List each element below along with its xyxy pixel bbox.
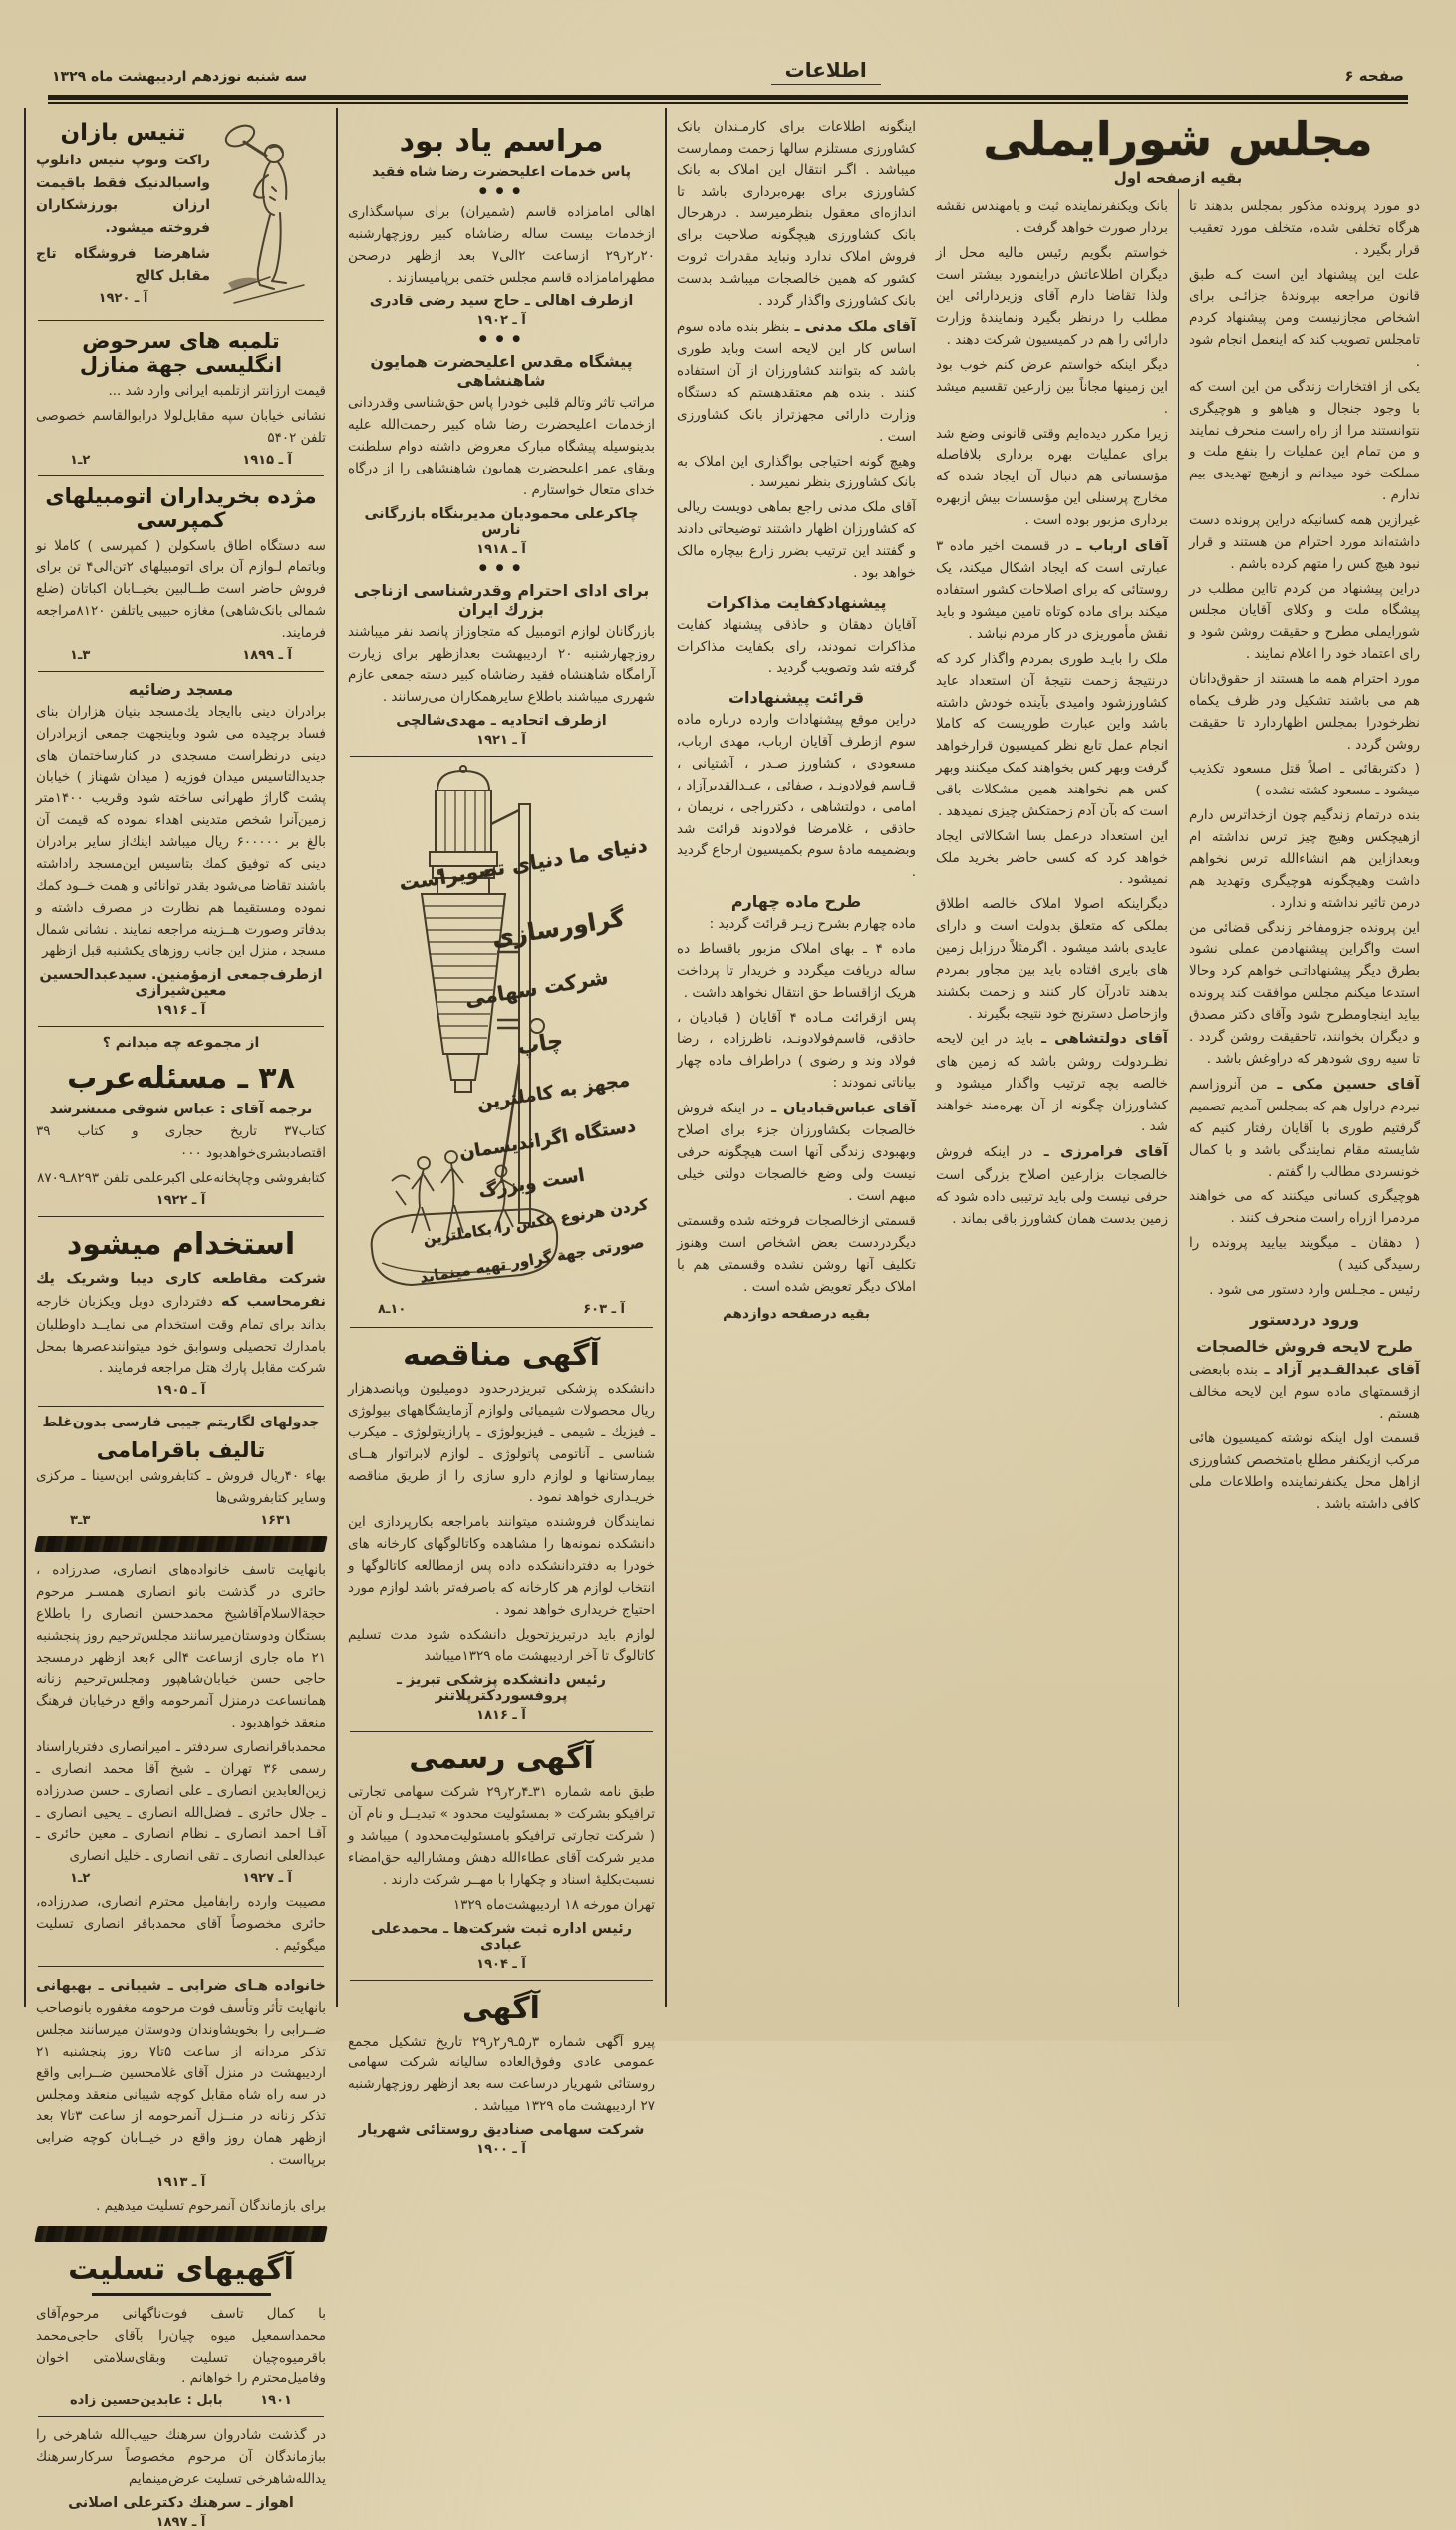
paragraph-with-lead: آقای فرامرزی ـ در اینکه فروش خالصجات بزارعین اصلاح بزرگی است حرفی نیست ولی باید ترتیبی داده شود که زمین بدست همان کشاورز باقی بماند . xyxy=(936,1144,1168,1227)
divider-rule xyxy=(350,1327,653,1328)
paragraph: غیرازین همه کسانیکه دراین پرونده دست داشته‌اند مورد احترام من هستند و قرار نبود هیچ کس را متهم کرده باشم . xyxy=(1189,512,1420,572)
section-headline: آگهی مناقصه xyxy=(403,1338,600,1374)
paragraph: مراتب تاثر وتالم قلبی خودرا پاس حق‌شناسی وقدردانی ازخدمات اعلیحضرت رضا شاه کبیر رحمت‌الله علیه بدینوسیله پیشگاه مبارک معروض داشته دوام سلطنت وبقای عمر اعلیحضرت همایون شاهنشاهی را از درگاه خدای متعال خواستارم . xyxy=(348,395,655,498)
paragraph: محمدباقرانصاری سردفتر ـ امیرانصاری دفتریاراسناد رسمی ۳۶ تهران ـ شیخ آقا محمد انصاری ـ زین‌العابدین انصاری ـ علی انصاری ـ حسن صدرزاده ـ جلال حائری ـ فضل‌الله انصاری ـ یحیی انصاری ـ آقـا احمد انصاری ـ نظام انصاری ـ معین حائری ـ عبدالعلی انصاری ـ تقی انصاری ـ خلیل انصاری xyxy=(36,1739,326,1865)
section-headline: آگهی رسمی xyxy=(409,1741,594,1777)
ad-headline: تنیس بازان xyxy=(60,120,186,146)
sub-headline: پیشنهادکفایت مذاکرات xyxy=(706,592,887,612)
paragraph: زیرا مکرر دیده‌ایم وقتی قانونی وضع شد برای عملیات بهره برداری بلافاصله مؤسساتی هم دنبال آن ایجاد شده که مخارج پرسنلی این مؤسسات بیش ازبهره برداری مزبور بوده است . xyxy=(936,425,1168,529)
sub-headline: ورود دردستور xyxy=(1249,1309,1360,1329)
paragraph: بنده درتمام زندگیم چون ازخداترس دارم ازهیچکس وهیچ چیز ترس نداشته ام وبعدازاین هم انشاءالله ترس نخواهم داشت وهیچگونه هوچیگری وتهدید هم درمن تاثیر نداشته و ندارد . xyxy=(1189,807,1420,911)
speaker-name: آقای دولتشاهی ـ xyxy=(1033,1031,1169,1048)
paragraph: بانهایت تاسف خانواده‌های انصاری، صدرزاده ، حائری در گذشت بانو انصاری همسـر مرحوم حجةالاسلام‌آقاشیخ محمدحسن انصاری را باطلاع بستگان ودوستان‌میرسانند مجلس‌ترحیم روز پنجشنبه ۲۱ ماه جاری ازساعت ۴الی ۶بعد ازظهر درمسجد حاجی حسن خیابان‌شاهپور ومجلس‌ترحیم زنانه همانساعت درمنزل آنمرحومه واقع درخیابان فرهنگ منعقد خواهدبود . xyxy=(36,1562,326,1732)
paragraph: پیرو آگهی شماره ۳ر۵ـ۹ر۲ر۲۹ تاریخ تشکیل مجمع عمومی عادی وفوق‌العاده سالیانه شرکت سهامی روستائی شهریار درساعت سه بعد ازظهر روزچهارشنبه ۲۷ اردیبهشت ماه ۱۳۲۹ میباشد . xyxy=(348,2033,655,2115)
paragraph: دو مورد پرونده مذکور بمجلس بدهند تا هرگاه تخلفی شده، متخلف مورد تعقیب قرار بگیرد . xyxy=(1189,198,1420,258)
signature-line: ازطرف‌جمعی ازمؤمنین. سیدعبدالحسین معین‌شیرازی xyxy=(39,967,323,1000)
paragraph: قسمتی ازخالصجات فروخته شده وقسمتی دیگردردست بعض اشخاص است وهنوز تکلیف آنها روشن نشده وقسمتی هم با املاک دیگر تعویض شده است . xyxy=(677,1212,916,1295)
sub-headline: طرح ماده چهارم xyxy=(730,892,862,912)
paragraph: قیمت ارزانتر ازتلمبه ایرانی وارد شد ... xyxy=(108,383,326,400)
ad-headline: تلمبه های سرحوض انگلیسی جهة منازل xyxy=(79,329,283,378)
ad-number: آ ـ ۱۸۱۶ xyxy=(476,1708,526,1724)
paragraph: وهیچ گونه احتیاجی بواگذاری این املاک به بانک کشاورزی بنظر نمیرسد . xyxy=(677,453,916,491)
ad-number: آ ـ ۱۹۰۰ xyxy=(476,2141,526,2157)
divider-rule xyxy=(350,1731,653,1732)
ad-number: آ ـ ۱۹۲۱ xyxy=(476,733,526,749)
paragraph-with-lead: خانواده هـای ضرابی ـ شیبانی ـ بهبهانی بانهایت تأثر وتأسف فوت مرحومه مغفوره بانوصاحب ضــرابی را بخویشاوندان ودوستان میرسانند مجلس تذکر مردانه از ساعت ۵تا۷ روز پنجشنبه ۲۱ اردیبهشت در منزل آقای غلامحسین ضــرابی واقع در سه راه شاه مقابل کوچه شیبانی منعقد ومجلس تذکر زنانه در منــزل آنمرحومه از ساعت ۳تا۷ بعد ازظهر همان روز واقع در خیــابان کوچه ضرابی برپااست . xyxy=(35,1977,327,2169)
calligraphic-ad-line: گراورسازی xyxy=(489,903,627,953)
kicker: پاس خدمات اعلیحضرت رضا شاه فقید xyxy=(371,164,631,180)
paragraph: برادران دینی باایجاد یك‌مسجد بنیان هزاران بنای فساد برچیده می شود وباینجهت جمعی ازبرادران دینی درنظراست مسجدی در کنارساختمان های جدیدالتاسیس میدان فوزیه ( میدان شهناز ) خیابان پشت گاراژ طهرانی ساخته شود وقریب ۱۴۰۰متر زمین‌آنرا شخص متدینی اهداء نموده که قیمت آن بالغ بر ۶۰۰۰۰۰ ریال میباشد اینك‌از سایر برادران دینی که توفیق کمك بتاسیس این‌مسجد راداشته باشند تقاضا می‌شود بقدر توانائی و همت خــود کمك نموده ومستقیما هم نظارت در مصرف داشته و بدفاتر وصورت هــزینه مراجعه نمایند . نشانی شمال مسجد ، منزل این جانب روزهای یکشنبه قبل ازظهر xyxy=(36,703,326,960)
dots-separator: ● ● ● xyxy=(478,562,524,573)
paragraph: سه دستگاه اطاق باسکولن ( کمپرسی ) کاملا نو وباتمام لـوازم آن برای اتومبیلهای ۲تن‌الی۴ تن برای فروش حاضر است طــالبین بخیــابان اکباتان (ضلع شمالی بانک‌شاهی) مغازه حبیبی یاتلفن ۸۱۲۰مراجعه فرمایند. xyxy=(36,537,326,642)
tennis-player-illustration xyxy=(214,118,326,312)
divider-rule xyxy=(38,1216,324,1217)
speaker-name: آقای حسین مکی ـ xyxy=(1267,1076,1420,1093)
center-ads-column xyxy=(336,108,665,2157)
enlarger-ad xyxy=(348,765,655,1319)
paragraph-with-lead: آقای حسین مکی ـ من آنروزاسم نبردم دراول هم که بمجلس آمدیم تصمیم گرفتیم طوری با آقایان رفتار کنیم که شایسته مقام نمایندگی باشد و با کمال خونسردی مطالب را گفتم . xyxy=(1189,1076,1420,1180)
sub-headline: پیشگاه مقدس اعلیحضرت همایون شاهنشاهی xyxy=(370,352,633,391)
signature-line: ترجمه آقای : عباس شوقی منتشرشد xyxy=(49,1102,313,1118)
calligraphic-ad-line: مجهز به کاملترین xyxy=(475,1070,632,1115)
black-bar xyxy=(34,1536,327,1552)
majles-article-block xyxy=(926,108,1430,2007)
issue-date: سه شنبه نوزدهم اردیبهشت ماه ۱۳۲۹ xyxy=(52,69,307,85)
paragraph: کتابفروشی وچاپخانه‌علی اکبرعلمی تلفن ۸۲۹۳ـ۸۷۰۹ xyxy=(37,1169,326,1186)
paragraph: لوازم باید درتبریزتحویل دانشکده شود مدت تسلیم کاتالوگ تا آخر اردیبهشت ماه ۱۳۲۹میباشد xyxy=(348,1626,655,1665)
ad-headline: تالیف باقرامامی xyxy=(96,1438,266,1463)
divider-rule xyxy=(38,671,324,672)
ad-number: آ ـ ۱۹۱۸ xyxy=(476,541,526,557)
paragraph: آقای ملک مدنی راجع بماهی دویست ریالی که کشاورزان اظهار داشتند توضیحاتی دادند و گفتند این ترتیب بضرر زارع بیچاره مالک خواهد بود . xyxy=(677,499,916,581)
paragraph: رئیس ـ مجـلس وارد دستور می شود . xyxy=(1209,1281,1420,1298)
divider-rule xyxy=(38,475,324,476)
signature-line: شرکت سهامی صنادیق روستائی شهریار xyxy=(358,2121,645,2138)
paragraph: با کمال تاسف فوت‌ناگهانی مرحوم‌آقای محمداسمعیل میوه چیان‌را بآقای حاجی‌محمد باقرمیوه‌چیان تسلیت وبقای‌سلامتی اخوان وفامیل‌محترم را خواهانم . xyxy=(36,2305,326,2387)
ad-number: آ ـ ۱۹۲۰ xyxy=(98,291,148,307)
paragraph: هوچیگری کسانی میکنند که می خواهند مردمرا ازراه راست منحرف کنند . xyxy=(1189,1188,1420,1227)
headline-underline xyxy=(92,2293,271,2296)
divider-rule xyxy=(38,2416,324,2417)
paragraph: مورد احترام همه ما هستند از حقوق‌دانان هم می باشند تشکیل ودر ظرف یکماه نظرخودرا بمجلس اظهاردارد تا حقیقت روشن گردد . xyxy=(1189,671,1420,753)
calligraphic-ad-line: دستگاه اگراندیسمان xyxy=(457,1115,638,1165)
speaker-name: خانواده هـای ضرابی ـ شیبانی ـ بهبهانی xyxy=(36,1977,326,1994)
paragraph: برای بازماندگان آنمرحوم تسلیت میدهیم . xyxy=(96,2198,326,2215)
article-headline: مجلس شورایملی xyxy=(983,112,1373,165)
ad-number: آ ـ ۱۹۱۵ xyxy=(242,452,292,468)
section-headline: مراسم یاد بود xyxy=(399,124,604,158)
paragraph: بانک ویکنفرنماینده ثبت و یامهندس نقشه بردار صورت خواهد گرفت . xyxy=(936,198,1168,236)
paragraph: این استعداد درعمل بسا اشکالاتی ایجاد خواهد کرد که کسی حاضر بخرید ملک نمیشود . xyxy=(936,827,1168,888)
paragraph: ماده ۴ ـ بهای املاک مزبور باقساط ده ساله دریافت میگردد و خریدار تا پرداخت هریک ازاقساط حق انتقال نخواهد داشت . xyxy=(677,940,916,1001)
ad-run-count: ۳ـ۱ xyxy=(70,647,91,663)
paragraph: نشانی خیابان سپه مقابل‌لولا درابوالقاسم خصوصی تلفن ۵۴۰۲ xyxy=(36,407,326,446)
paragraph: اینگونه اطلاعات برای کارمـندان بانک کشاورزی مستلزم سالها زحمت وممارست میباشد . اگـر انتقال این املاک به بانک کشاورزی برای بهره‌برداری باشد تا اندازه‌ای معقول بنظرمیرسد . درهرحال بانک کشاورزی هیچگونه صلاحیت برای فروش املاک ندارد ونباید مقدرات ثروت کشور که همین خالصجات میباشـد بدست بانک کشاورزی واگذار گردد . xyxy=(677,119,916,309)
speaker-name: آقای عبدالقـدیر آزاد ـ xyxy=(1257,1361,1420,1378)
paragraph: بازرگانان لوازم اتومبیل که متجاوزاز پانصد نفر میباشند روزچهارشنبه ۲۰ اردیبهشت بعدازظهر برای زیارت آرامگاه شاهنشاه فقید رضاشاه کبیر دسته جمعی عازم شهرری میباشند باطلاع سایرهمکاران می‌رسانند . xyxy=(348,623,655,706)
paragraph: طبق نامه شماره ۳۱ـ۴ر۲ر۲۹ شرکت سهامی تجارتی ترافیکو بشرکت « بمسئولیت محدود » تبدیــل و نام آن ( شرکت تجارتی ترافیکو بامسئولیت‌محدود ) میباشد و مدیر شرکت آقای عطاءالله دهش ومشارالیه حق‌امضاء نسبت‌بکلیهٔ اسناد و چکهارا با مهــر شرکت دارند . xyxy=(348,1784,655,1888)
calligraphic-ad-line: کردن هرنوع عکس را بکاملترین xyxy=(421,1195,650,1249)
header-double-rule xyxy=(48,95,1408,104)
speaker-name: آقای ارباب ـ xyxy=(1068,537,1168,554)
paragraph: دانشکده پزشکی تبریزدرحدود دومیلیون وپانصدهزار ریال محصولات شیمیائی ولوازم آزمایشگاههای بیولوژی ـ فیزیك ـ شیمی ـ فیزیولوژی ـ پارازیتولوژی ـ میکرب شناسی ـ آناتومی پاتولوژی ـ لوازم لابراتوار هــای بیمارستانها و لوازم دارو سازی را از طریق مناقصه خریـداری خواهد نمود . xyxy=(348,1381,655,1506)
paragraph: کتاب۳۷ تاریخ حجاری و کتاب ۳۹ اقتصادبشری‌خواهدبود ۰۰۰ xyxy=(36,1123,326,1162)
dots-separator: ● ● ● xyxy=(478,186,524,196)
paragraph: دیگراینکه اصولا املاک خالصه اطلاق بملکی که متعلق بدولت است و دارای عایدی باشد میشود . اگرمثلاً درزابل زمین های بایری افتاده باید بین مجاور بمردم بدهند تادرآن کار کنند و زحمت بکشند وازحاصل دسترنج خود نتیجه بگیرند . xyxy=(936,896,1168,1022)
paragraph: مصیبت وارده رابفامیل محترم انصاری، صدرزاده، حائری مخصوصاً آقای محمدباقر انصاری تسلیت میگوئیم . xyxy=(36,1894,326,1954)
section-headline: استخدام میشود xyxy=(66,1226,296,1262)
ad-number: ۱۶۳۱ xyxy=(260,1513,292,1529)
sub-headline: طرح لایحه فروش خالصجات xyxy=(1196,1336,1413,1356)
kicker: از مجموعه چه میدانم ؟ xyxy=(102,1035,260,1052)
divider-rule xyxy=(38,320,324,321)
paragraph: تهران مورخه ۱۸ اردیبهشت‌ماه ۱۳۲۹ xyxy=(452,1896,655,1913)
paragraph: دراین پیشنهاد من کردم تااین مطلب در پیشگاه ملت و وکلای آقایان مجلس شورایملی مطرح و حقیقت روشن شود و رای اعتماد خود را اعلام نمایند . xyxy=(1189,580,1420,663)
ad-run-count: ۳ـ۳ xyxy=(70,1513,91,1529)
speaker-name: آقای ملک مدنی ـ xyxy=(789,318,917,335)
paragraph: شاهرضا فروشگاه تاج مقابل کالج xyxy=(36,245,210,285)
ad-number: آ ـ ۱۹۱۳ xyxy=(155,2175,206,2191)
ad-number-row xyxy=(36,453,326,468)
ad-run-count: ۲ـ۱ xyxy=(70,452,91,468)
divider-rule xyxy=(350,1980,653,1981)
section-headline: آگهیهای تسلیت xyxy=(68,2251,294,2287)
ad-number: آ ـ ۱۹۲۷ xyxy=(242,1871,292,1887)
paragraph: این پرونده جزومفاخر زندگی قضائی من است واگراین پیشنهادمن عملی نشود بطرق دیگر پیشنهاداتـی خواهم کرد وحالا استدعا میکنم مجلس موافقت کند پرونده بیاید اینجاومطرح شود وآقای دکتر مصدق و دیگران بخوانند، تاحقیقت روشن گردد . تا سیه روی شودهر که دراوغش باشد . xyxy=(1189,919,1420,1067)
ad-number: آ ـ ۱۹۲۲ xyxy=(155,1192,206,1208)
ad-number: آ ـ ۱۹۱۶ xyxy=(155,1003,206,1019)
ad-run-count: بابل : عابدین‌حسین زاده xyxy=(70,2393,223,2409)
paragraph: یکی از افتخارات زندگی من این است که با وجود جنجال و هیاهو و هوچیگری نتوانستند مرا از راه راست منحرف نمایند و من تمام این عملیات را بنفع ملت و مملکت خود میدانم و ازهیچ تهدیدی بیم ندارم . xyxy=(1189,378,1420,504)
ad-number: آ ـ ۱۸۹۷ xyxy=(155,2514,206,2530)
paragraph: اهالی امامزاده قاسم (شمیران) برای سپاسگذاری ازخدمات بیست ساله رضاشاه کبیر روزچهارشنبه ۲۰ر۲ر۲۹ ازساعت ۲الی۷ بعد ازظهر درصحن مطهرامامزاده قاسم مجلس ختمی برپامیسازند . xyxy=(348,204,655,286)
kicker: جدولهای لگاریتم جیبی فارسی بدون‌غلط xyxy=(42,1415,320,1431)
paragraph-with-lead: آقای دولتشاهی ـ باید در این لایحه نظـردولت روشن باشد که زمین های خالصه بچه ترتیب واگذار میشود و کشاورزان چگونه از آن بهره‌مند خواهند شد . xyxy=(936,1031,1169,1135)
signature-line: چاکرعلی محمودیان مدیربنگاه بازرگانی نارس xyxy=(364,505,639,538)
paragraph: بهاء ۴۰ریال فروش ـ کتابفروشی ابن‌سینا ـ مرکزی وسایر کتابفروشی‌ها xyxy=(36,1468,327,1507)
paragraph-with-lead: آقای ارباب ـ در قسمت اخیر ماده ۳ عبارتی است که ایجاد اشکال میکند، یک روستائی که برای اصلاحات کشور استفاده میکند برای ماده کوتاه تامین میشود و باید نقش مأموریزی در کار مردم نباشد . xyxy=(936,537,1168,642)
paragraph: نمایندگان فروشنده میتوانند بامراجعه بکارپردازی این دانشکده نمونه‌ها را مشاهده وکاتالوگهای کارخانه های خودرا به دفتردانشکده داده پس ازمطالعه کاتالوگها و انتخاب لوازم هر کارخانه که باصرفه‌تر باشد لوازم مورد احتیاج خریداری خواهد نمود . xyxy=(348,1514,655,1618)
paragraph-with-lead: آقای ملک مدنی ـ بنظر بنده ماده سوم اساس کار این لایحه است وباید طوری باشد که بتوانند کشاورزان از آن استفاده کنند . بنده هم معتقدهستم که دستگاه وزارت دارائی مجهزتراز بانک کشاورزی است . xyxy=(677,318,917,445)
majles-column-left xyxy=(926,189,1178,2007)
tennis-ad xyxy=(36,118,326,312)
page-number: صفحه ۶ xyxy=(1344,67,1404,85)
signature-line: اهواز ـ سرهنك دکترعلی اصلانی xyxy=(68,2494,294,2511)
section-headline: ۳۸ ـ مسئله‌عرب xyxy=(67,1061,295,1097)
sub-headline: قرائت پیشنهادات xyxy=(728,688,865,708)
signature-line: رئیس اداره ثبت شرکت‌ها ـ محمدعلی عبادی xyxy=(371,1920,632,1953)
paragraph: ( دکتربقائی ـ اصلاً قتل مسعود تکذیب میشود ـ مسعود کشته نشده ) xyxy=(1189,761,1420,799)
sub-headline: برای ادای احترام وقدرشناسی ازناجی بزرك ایران xyxy=(353,580,650,619)
majles-headline-area xyxy=(926,108,1430,189)
paragraph: راکت وتوپ تنیس دانلوپ واسبالدنیک فقط باقیمت ارزان بورزشکاران فروخته میشود. xyxy=(36,153,210,237)
paragraph-with-lead: آقای عبدالقـدیر آزاد ـ بنده بابعضی ازقسمتهای ماده سوم این لایحه مخالف هستم . xyxy=(1189,1361,1420,1423)
divider-rule xyxy=(350,756,653,757)
ad-run-count: ۲ـ۱ xyxy=(70,1871,91,1887)
newspaper-header xyxy=(0,0,1456,104)
sub-headline: مسجد رضائیه xyxy=(128,679,234,699)
speaker-name: آقای فرامرزی ـ xyxy=(1032,1144,1168,1161)
calligraphic-ad-line: صورتی جهة گراور تهیه مینماید xyxy=(418,1233,646,1287)
majles-column-right xyxy=(1178,189,1430,2007)
continued-note: بقیه درصفحه دوازدهم xyxy=(723,1306,870,1323)
continued-from-note: بقیه ازصفحه اول xyxy=(1113,169,1243,187)
divider-rule xyxy=(38,1406,324,1407)
paragraph: خواستم بگویم رئیس مالیه محل از دیگران اطلاعاتش دراینمورد بیشتر است ولذا تقاضا دارم آقای وزیردارائی این مطلب را درنظر بگیرد ونمایندهٔ وزارت دارائی را هم در کمیسیون شرکت دهند . xyxy=(936,244,1168,349)
paragraph: در گذشت شادروان سرهنك حبیب‌الله شاهرخی را ببازماندگان آن مرحوم مخصوصاً سرکارسرهنك یدالله‌شاهرخی تسلیت عرض‌مینمایم xyxy=(36,2427,326,2488)
divider-rule xyxy=(38,1026,324,1027)
paragraph: دیگر اینکه خواستم عرض کنم خوب بود این زمینها مجاناً بین زارعین تقسیم میشد . xyxy=(936,357,1168,417)
speaker-name: آقای عباس‌قبادیان ـ xyxy=(764,1101,917,1116)
paragraph: ملک را بایـد طوری بمردم واگذار کرد که درنتیجهٔ زحمت نتیجهٔ آن استعداد عاید کشاورزشود وامیدی بآینده خودش داشته باشد واین عبارت طوریست که کاملا انجام عمل تابع نظر کمیسیون قرارخواهد گرفت وبهر کس بخواهند کمک میکنند وبهر کس هم نخواهند همین مشکلات باقی است که بآن آدم زحمتکش چیزی نمیدهد . xyxy=(936,650,1168,819)
ad-number: آ ـ ۱۹۰۵ xyxy=(155,1383,206,1399)
paragraph: ( دهقان ـ میگویند بیایید پرونده را رسیدگی کنید ) xyxy=(1189,1235,1420,1274)
ad-number: آ ـ ۱۹۰۴ xyxy=(476,1956,526,1972)
calligraphic-ad-line: شرکت سهامی xyxy=(463,964,610,1012)
ad-number: آ ـ ۶۰۳ xyxy=(583,1302,625,1318)
ad-number: ۱۹۰۱ xyxy=(260,2393,292,2409)
ad-number-row xyxy=(36,1871,326,1886)
paragraph: قسمت اول اینکه نوشته کمیسیون هائی مرکب ازیکنفر مطلع بامتخصص کشاورزی ازاهل محل یکنفرنماینده واطلاعات ملی کافی داشته باشد . xyxy=(1189,1429,1420,1512)
speaker-name: شرکت مقاطعه کاری دیبا وشریک یك نفرمحاسب که xyxy=(36,1270,326,1311)
ad-run-count: ۱۰ـ۸ xyxy=(378,1302,407,1318)
paragraph: آقایان دهقان و حاذقی پیشنهاد کفایت مذاکرات نمودند، رای بکفایت مذاکرات گرفته شد وتصویب گردید . xyxy=(677,616,916,677)
signature-line: ازطرف اهالی ـ حاج سید رضی قادری xyxy=(369,293,634,310)
ad-number: آ ـ ۱۹۰۲ xyxy=(476,313,526,329)
left-ads-column xyxy=(24,108,336,2530)
black-bar xyxy=(34,2226,327,2242)
ad-headline: مژده بخریداران اتومبیلهای کمپرسی xyxy=(45,483,317,532)
signature-line: رئیس دانشکده پزشکی تبریز ـ پروفسوردکترپلاتنر xyxy=(396,1672,606,1705)
paragraph: علت این پیشنهاد این است کـه طبق قانون مراجعه بپروندهٔ جزائـی برای اشخاص مجازنیست ومن پیشنهاد کردم تامجلس تصویب کند که اینعمل انجام شود . xyxy=(1189,266,1420,371)
paragraph: دراین موقع پیشنهادات وارده درباره ماده سوم ازطرف آقایان ارباب، مهدی ارباب، مسعودی ، کشاورز صـدر ، آشتیانی ، قـاسم فولادونـد ، صفائی ، عبـدالقدیرآزاد ، امامی ، دولتشاهی ، دکترراجی ، نریمان ، حاذقی ، غلامرضا فولادوند قرائت شد وبضمیمه مادهٔ سوم بکمیسیون ارجاع گردید . xyxy=(677,712,916,881)
paragraph-with-lead: آقای عباس‌قبادیان ـ در اینکه فروش خالصجات بکشاورزان جزء برای اصلاح وبهبودی زندگی آنها است هیچگونه حرفی نیست ولی وضع خالصجات دولتی خیلی مبهم است . xyxy=(677,1101,917,1205)
section-headline: آگهی xyxy=(462,1990,540,2026)
paragraph: ماده چهارم بشرح زیـر قرائت گردید : xyxy=(709,916,916,933)
calligraphic-ad-line: است وبزرگ xyxy=(476,1164,586,1203)
ad-number-row xyxy=(36,1513,326,1528)
divider-rule xyxy=(38,1966,324,1967)
ad-number-row xyxy=(36,648,326,663)
dots-separator: ● ● ● xyxy=(478,334,524,345)
signature-line: ازطرف اتحادیه ـ مهدی‌شالچی xyxy=(396,713,607,730)
ad-number: آ ـ ۱۸۹۹ xyxy=(242,647,292,663)
newspaper-masthead: اطلاعات xyxy=(771,58,881,85)
majles-column-middle xyxy=(665,108,926,2007)
ad-number-row xyxy=(36,2393,326,2408)
paragraph: پس ازقرائت مـاده ۴ آقایان ( قبادیان ، حاذقی، قاسم‌فولادونـد، ناظرزاده ، رضا فولاد وند و رضوی ) دراطراف ماده چهار بیاناتی نمودند : xyxy=(677,1009,916,1092)
page-columns xyxy=(26,108,1430,2530)
calligraphic-ad-line: چاپ xyxy=(515,1028,565,1061)
paragraph-with-lead: شرکت مقاطعه کاری دیبا وشریک یك نفرمحاسب که دفترداری دوبل ویکزبان خارجه بداند برای تمام وقت استخدام می نمایــد داوطلبان بامدارك تحصیلی وسوابق خود میتوانندعصرها بمحل شرکت مقابل پارك هتل مراجعه فرمایند . xyxy=(36,1270,326,1377)
calligraphic-ad-line: دنیای ما دنیای تصویراست xyxy=(397,832,650,896)
